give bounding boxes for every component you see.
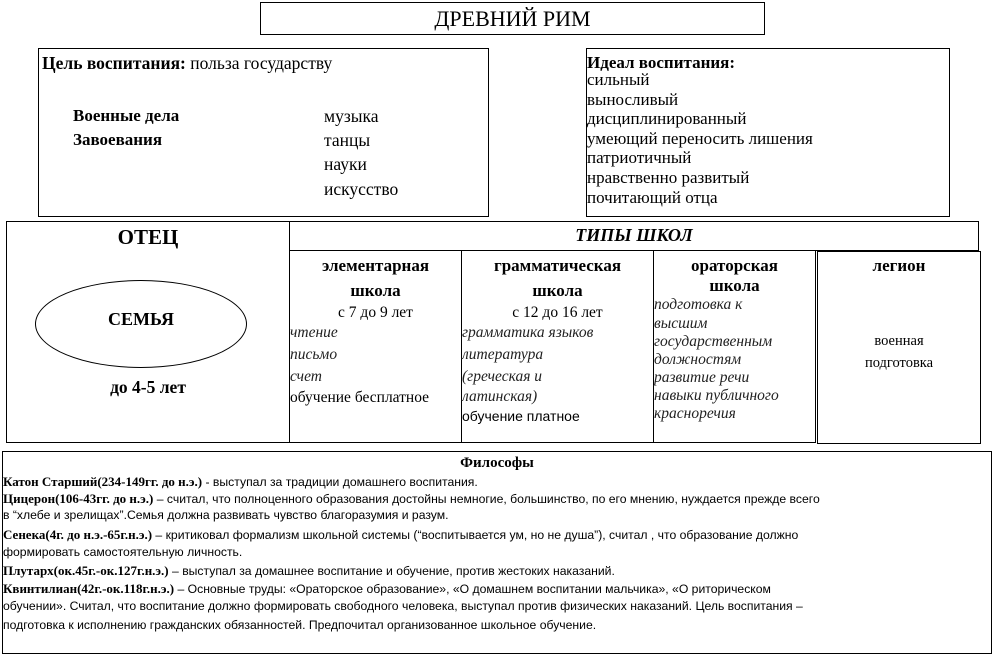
grammar-subject: (греческая и xyxy=(462,368,543,385)
ideal-item: умеющий переносить лишения xyxy=(587,128,813,148)
elementary-subject: чтение xyxy=(290,324,338,341)
grammar-subject: латинская) xyxy=(462,388,538,405)
grammar-subject: грамматика языков xyxy=(462,324,594,341)
elementary-subject: письмо xyxy=(290,346,338,363)
grammar-school-column xyxy=(461,250,654,443)
philosopher-entry xyxy=(3,581,771,597)
philosopher-name: Квинтилиан(42г.-ок.118г.н.э.) xyxy=(3,581,175,596)
philosopher-text-line: подготовка к исполнению гражданских обязанностей. Предпочитал организованное школьное обучение. xyxy=(3,618,597,632)
philosopher-text: – считал, что полноценного образования достойны немногие, большинство, по его мнению, нуждается прежде всего xyxy=(153,492,820,506)
philosopher-text-line: в “хлебе и зрелищах”.Семья должна развивать чувство благоразумия и разум. xyxy=(3,508,449,522)
page-title: ДРЕВНИЙ РИМ xyxy=(434,6,591,31)
philosopher-text: – критиковал формализм школьной системы (“воспитывается ум, но не душа”), считал , что образование должно xyxy=(152,528,799,542)
goal-right-item: науки xyxy=(324,154,367,174)
oratory-subject: подготовка к xyxy=(654,296,743,313)
philosopher-entry xyxy=(3,563,615,579)
legion-desc-2: подготовка xyxy=(864,355,934,371)
ideal-item: патриотичный xyxy=(587,148,692,168)
goal-right-item: танцы xyxy=(324,130,371,150)
goal-box xyxy=(38,48,489,217)
family-box xyxy=(6,221,290,443)
elementary-subject: счет xyxy=(290,368,322,385)
philosopher-entry xyxy=(3,491,820,507)
ideal-item: почитающий отца xyxy=(587,187,718,207)
legion-desc: военная xyxy=(874,333,924,349)
goal-line xyxy=(42,53,332,74)
ideal-box xyxy=(586,48,950,217)
philosopher-text: – выступал за домашнее воспитание и обучение, против жестоких наказаний. xyxy=(168,564,615,578)
ideal-list xyxy=(587,70,813,207)
family-age: до 4-5 лет xyxy=(110,377,186,397)
oratory-subject: государственным xyxy=(654,333,773,350)
grammar-age: с 12 до 16 лет xyxy=(512,304,603,321)
family-label: СЕМЬЯ xyxy=(108,309,174,329)
philosopher-name: Сенека(4г. до н.э.-65г.н.э.) xyxy=(3,527,153,542)
oratory-subject: красноречия xyxy=(654,405,736,422)
goal-value: польза государству xyxy=(190,53,333,73)
ideal-item: дисциплинированный xyxy=(587,109,747,129)
ideal-label: Идеал воспитания: xyxy=(587,53,736,72)
philosopher-text: - выступал за традиции домашнего воспитания. xyxy=(202,475,478,489)
philosophers-title: Философы xyxy=(460,455,534,471)
goal-left-item: Военные дела xyxy=(73,106,180,125)
oratory-school-column xyxy=(653,250,816,443)
philosopher-text: – Основные труды: «Ораторское образование», «О домашнем воспитании мальчика», «О риторическом xyxy=(174,582,771,596)
title-box xyxy=(260,2,765,35)
philosopher-name: Катон Старший(234-149гг. до н.э.) xyxy=(3,474,203,489)
father-label: ОТЕЦ xyxy=(117,225,179,249)
oratory-subject: навыки публичного xyxy=(654,387,779,404)
philosopher-name: Плутарх(ок.45г.-ок.127г.н.э.) xyxy=(3,563,169,578)
oratory-subject: должностям xyxy=(654,351,742,368)
oratory-subject: высшим xyxy=(654,315,708,332)
philosopher-text-line: обучении». Считал, что воспитание должно формировать свободного человека, выступал против физических наказаний. Цель воспитания – xyxy=(3,599,803,613)
grammar-fee: обучение платное xyxy=(462,408,580,424)
oratory-name: ораторская xyxy=(691,256,778,275)
elementary-school-column xyxy=(289,250,462,443)
elementary-name-2: школа xyxy=(350,281,401,300)
school-types-title: ТИПЫ ШКОЛ xyxy=(575,225,693,245)
goal-label: Цель воспитания: xyxy=(42,53,186,73)
philosopher-name: Цицерон(106-43гг. до н.э.) xyxy=(3,491,154,506)
oratory-name-2: школа xyxy=(709,276,760,295)
school-types-header xyxy=(289,221,979,251)
philosophers-box xyxy=(2,451,992,654)
philosopher-entry xyxy=(3,474,478,490)
grammar-subject: литература xyxy=(462,346,544,363)
ideal-item: нравственно развитый xyxy=(587,167,750,187)
elementary-name: элементарная xyxy=(321,256,430,275)
ideal-item: сильный xyxy=(587,70,650,89)
grammar-name: грамматическая xyxy=(493,256,622,275)
goal-right-item: музыка xyxy=(324,106,379,126)
grammar-name-2: школа xyxy=(532,281,583,300)
legion-column xyxy=(817,251,981,444)
legion-name: легион xyxy=(872,256,926,275)
philosopher-entry xyxy=(3,527,798,543)
goal-left-item: Завоевания xyxy=(73,130,163,149)
ideal-item: выносливый xyxy=(587,89,679,109)
philosopher-text-line: формировать самостоятельную личность. xyxy=(3,545,243,559)
elementary-fee: обучение бесплатное xyxy=(290,389,430,406)
elementary-age: с 7 до 9 лет xyxy=(338,304,413,321)
oratory-subject: развитие речи xyxy=(654,369,750,386)
goal-right-item: искусство xyxy=(324,179,399,199)
